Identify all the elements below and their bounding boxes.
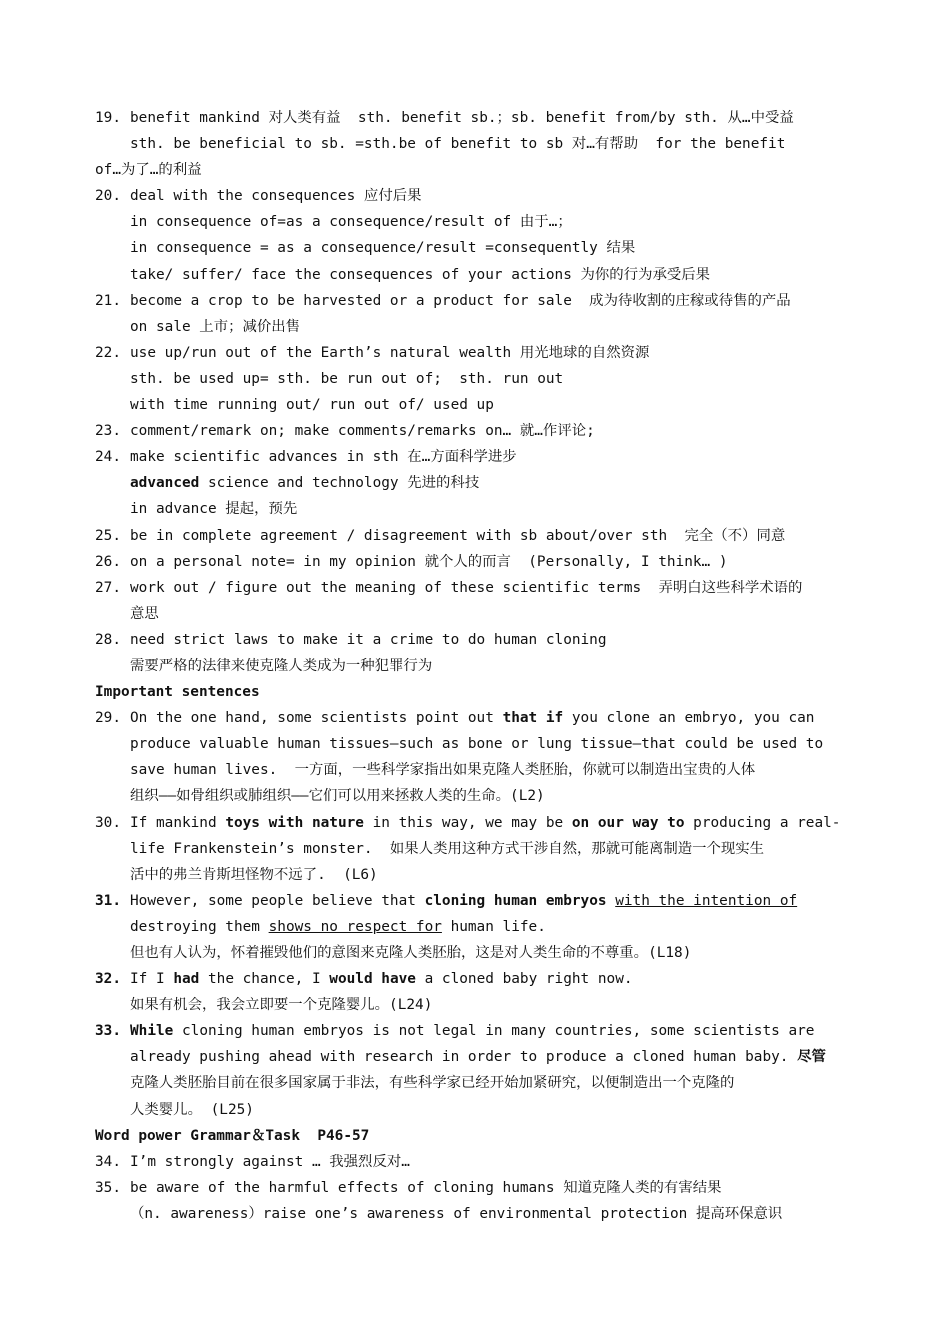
item-text: you clone an embryo, you can <box>563 710 815 727</box>
item-24-line-3 <box>95 496 857 522</box>
item-number: 23. <box>95 423 121 440</box>
item-19-line-3 <box>95 157 857 183</box>
item-24-line-2 <box>95 470 857 496</box>
sentence-29-line-1 <box>95 705 857 731</box>
item-text: 活中的弗兰肯斯坦怪物不远了. (L6) <box>130 866 378 883</box>
bold-phrase: would have <box>329 971 416 988</box>
item-20-line-3 <box>95 235 857 261</box>
item-28-line-2 <box>95 653 857 679</box>
bold-phrase: While <box>130 1023 174 1040</box>
item-text: in consequence = as a consequence/result =consequently 结果 <box>130 240 636 257</box>
item-number: 26. <box>95 553 121 570</box>
item-text: make scientific advances in sth 在…方面科学进步 <box>130 449 517 466</box>
item-number: 31. <box>95 892 121 909</box>
item-text: producing a real- <box>684 814 841 831</box>
sentence-29-line-2 <box>95 731 857 757</box>
item-text: produce valuable human tissues—such as bone or lung tissue—that could be used to <box>130 736 824 753</box>
bold-phrase: toys with nature <box>225 814 364 831</box>
item-25-line-1 <box>95 523 857 549</box>
item-text <box>607 893 616 909</box>
item-number: 29. <box>95 710 121 727</box>
item-20-line-2 <box>95 209 857 235</box>
item-21-line-2 <box>95 314 857 340</box>
item-text: of…为了…的利益 <box>95 162 202 179</box>
item-text: work out / figure out the meaning of these scientific terms 弄明白这些科学术语的 <box>130 579 803 596</box>
bold-phrase: had <box>173 971 200 988</box>
item-27-line-1 <box>95 575 857 601</box>
bold-term: advanced <box>130 475 200 492</box>
item-number: 28. <box>95 631 121 648</box>
document-page <box>95 105 857 1227</box>
item-34-line-1 <box>95 1149 857 1175</box>
item-text: need strict laws to make it a crime to do human cloning <box>130 631 607 648</box>
sentence-31-line-3 <box>95 940 857 966</box>
bold-phrase: that if <box>502 710 564 727</box>
item-number: 21. <box>95 292 121 309</box>
item-text: in consequence of=as a consequence/result of 由于…； <box>130 214 572 231</box>
sentence-29-line-4 <box>95 783 857 809</box>
item-22-line-1 <box>95 340 857 366</box>
item-text: If mankind <box>130 814 226 831</box>
item-number: 25. <box>95 527 121 544</box>
sentence-30-line-2 <box>95 836 857 862</box>
item-23-line-1 <box>95 418 857 444</box>
item-text: sth. be used up= sth. be run out of; sth. run out <box>130 370 564 387</box>
item-number: 22. <box>95 344 121 361</box>
item-27-line-2 <box>95 601 857 627</box>
item-text: with time running out/ run out of/ used up <box>130 397 494 414</box>
item-text: human life. <box>441 918 546 935</box>
item-text: life Frankenstein’s monster. 如果人类用这种方式干涉自然，那就可能离制造一个现实生 <box>130 840 765 857</box>
item-20-line-4 <box>95 262 857 288</box>
item-35-line-2 <box>95 1201 857 1227</box>
item-19-line-2 <box>95 131 857 157</box>
item-number: 30. <box>95 814 121 831</box>
item-26-line-1 <box>95 549 857 575</box>
section-heading-important-sentences: Important sentences <box>95 684 260 701</box>
item-text: use up/run out of the Earth’s natural wealth 用光地球的自然资源 <box>130 344 650 361</box>
item-text: 人类婴儿。 (L25) <box>130 1101 254 1118</box>
item-text: On the one hand, some scientists point out <box>130 710 503 727</box>
item-text: 但也有人认为，怀着摧毁他们的意图来克隆人类胚胎，这是对人类生命的不尊重。(L18) <box>130 945 692 961</box>
bold-phrase: on our way to <box>571 814 685 831</box>
item-number: 19. <box>95 110 121 126</box>
item-text: take/ suffer/ face the consequences of your actions 为你的行为承受后果 <box>130 266 711 283</box>
sentence-30-line-3 <box>95 862 857 888</box>
item-text: benefit mankind 对人类有益 sth. benefit sb.；sb. benefit from/by sth. 从…中受益 <box>130 110 794 126</box>
item-number: 32. <box>95 971 121 988</box>
item-text: in advance 提起，预先 <box>130 501 298 518</box>
item-text: However, some people believe that <box>130 892 425 909</box>
bold-phrase: 尽管 <box>797 1049 826 1066</box>
item-text: the chance, I <box>199 971 330 988</box>
item-text: save human lives. 一方面，一些科学家指出如果克隆人类胚胎，你就可以制造出宝贵的人体 <box>130 762 756 779</box>
item-text: 克隆人类胚胎目前在很多国家属于非法，有些科学家已经开始加紧研究，以便制造出一个克隆的 <box>130 1075 735 1092</box>
item-21-line-1 <box>95 288 857 314</box>
item-number: 33. <box>95 1023 121 1040</box>
item-24-line-1 <box>95 444 857 470</box>
item-text: in this way, we may be <box>363 814 572 831</box>
item-text: I’m strongly against … 我强烈反对… <box>130 1153 410 1170</box>
item-19-line-1 <box>95 105 857 131</box>
item-text: cloning human embryos is not legal in many countries, some scientists are <box>173 1023 815 1040</box>
item-text: 如果有机会，我会立即要一个克隆婴儿。(L24) <box>130 997 433 1014</box>
item-text: destroying them <box>130 918 269 935</box>
item-number: 34. <box>95 1153 121 1170</box>
item-28-line-1 <box>95 627 857 653</box>
sentence-33-line-2 <box>95 1044 857 1070</box>
item-text: be aware of the harmful effects of cloning humans 知道克隆人类的有害结果 <box>130 1179 722 1196</box>
underlined-phrase: shows no respect for <box>268 918 442 935</box>
item-text: deal with the consequences 应付后果 <box>130 188 422 205</box>
sentence-29-line-3 <box>95 757 857 783</box>
item-number: 20. <box>95 188 121 205</box>
sentence-31-line-2 <box>95 914 857 940</box>
sentence-33-line-1 <box>95 1018 857 1044</box>
item-22-line-3 <box>95 392 857 418</box>
item-number: 27. <box>95 579 121 596</box>
item-text: a cloned baby right now. <box>415 971 633 988</box>
sentence-30-line-1 <box>95 810 857 836</box>
item-text: comment/remark on; make comments/remarks on… 就…作评论; <box>130 423 595 440</box>
item-text: be in complete agreement / disagreement with sb about/over sth 完全（不）同意 <box>130 527 786 544</box>
sentence-32-line-1 <box>95 966 857 992</box>
item-text: （n. awareness）raise one’s awareness of environmental protection 提高环保意识 <box>130 1205 783 1222</box>
item-text: on sale 上市；减价出售 <box>130 318 301 335</box>
item-35-line-1 <box>95 1175 857 1201</box>
item-22-line-2 <box>95 366 857 392</box>
item-text: become a crop to be harvested or a product for sale 成为待收割的庄稼或待售的产品 <box>130 292 791 309</box>
item-text: science and technology 先进的科技 <box>207 475 480 492</box>
item-text: sth. be beneficial to sb. =sth.be of benefit to sb 对…有帮助 for the benefit <box>130 136 786 153</box>
item-20-line-1 <box>95 183 857 209</box>
item-number: 35. <box>95 1179 121 1196</box>
sentence-33-line-4 <box>95 1097 857 1123</box>
item-text: If I <box>130 971 174 988</box>
item-text: 组织——如骨组织或肺组织——它们可以用来拯救人类的生命。(L2) <box>130 788 545 805</box>
item-text: already pushing ahead with research in order to produce a cloned human baby. <box>130 1049 798 1066</box>
sentence-31-line-1 <box>95 888 857 914</box>
sentence-32-line-2 <box>95 992 857 1018</box>
item-text: 需要严格的法律来使克隆人类成为一种犯罪行为 <box>130 657 433 674</box>
bold-phrase: cloning human embryos <box>424 892 607 909</box>
item-text: on a personal note= in my opinion 就个人的而言 (Personally, I think… ) <box>130 553 728 570</box>
item-number: 24. <box>95 449 121 466</box>
sentence-33-line-3 <box>95 1070 857 1096</box>
section-heading-word-power: Word power Grammar＆Task P46-57 <box>95 1127 370 1144</box>
item-text: 意思 <box>130 605 159 622</box>
underlined-phrase: with the intention of <box>615 892 798 909</box>
